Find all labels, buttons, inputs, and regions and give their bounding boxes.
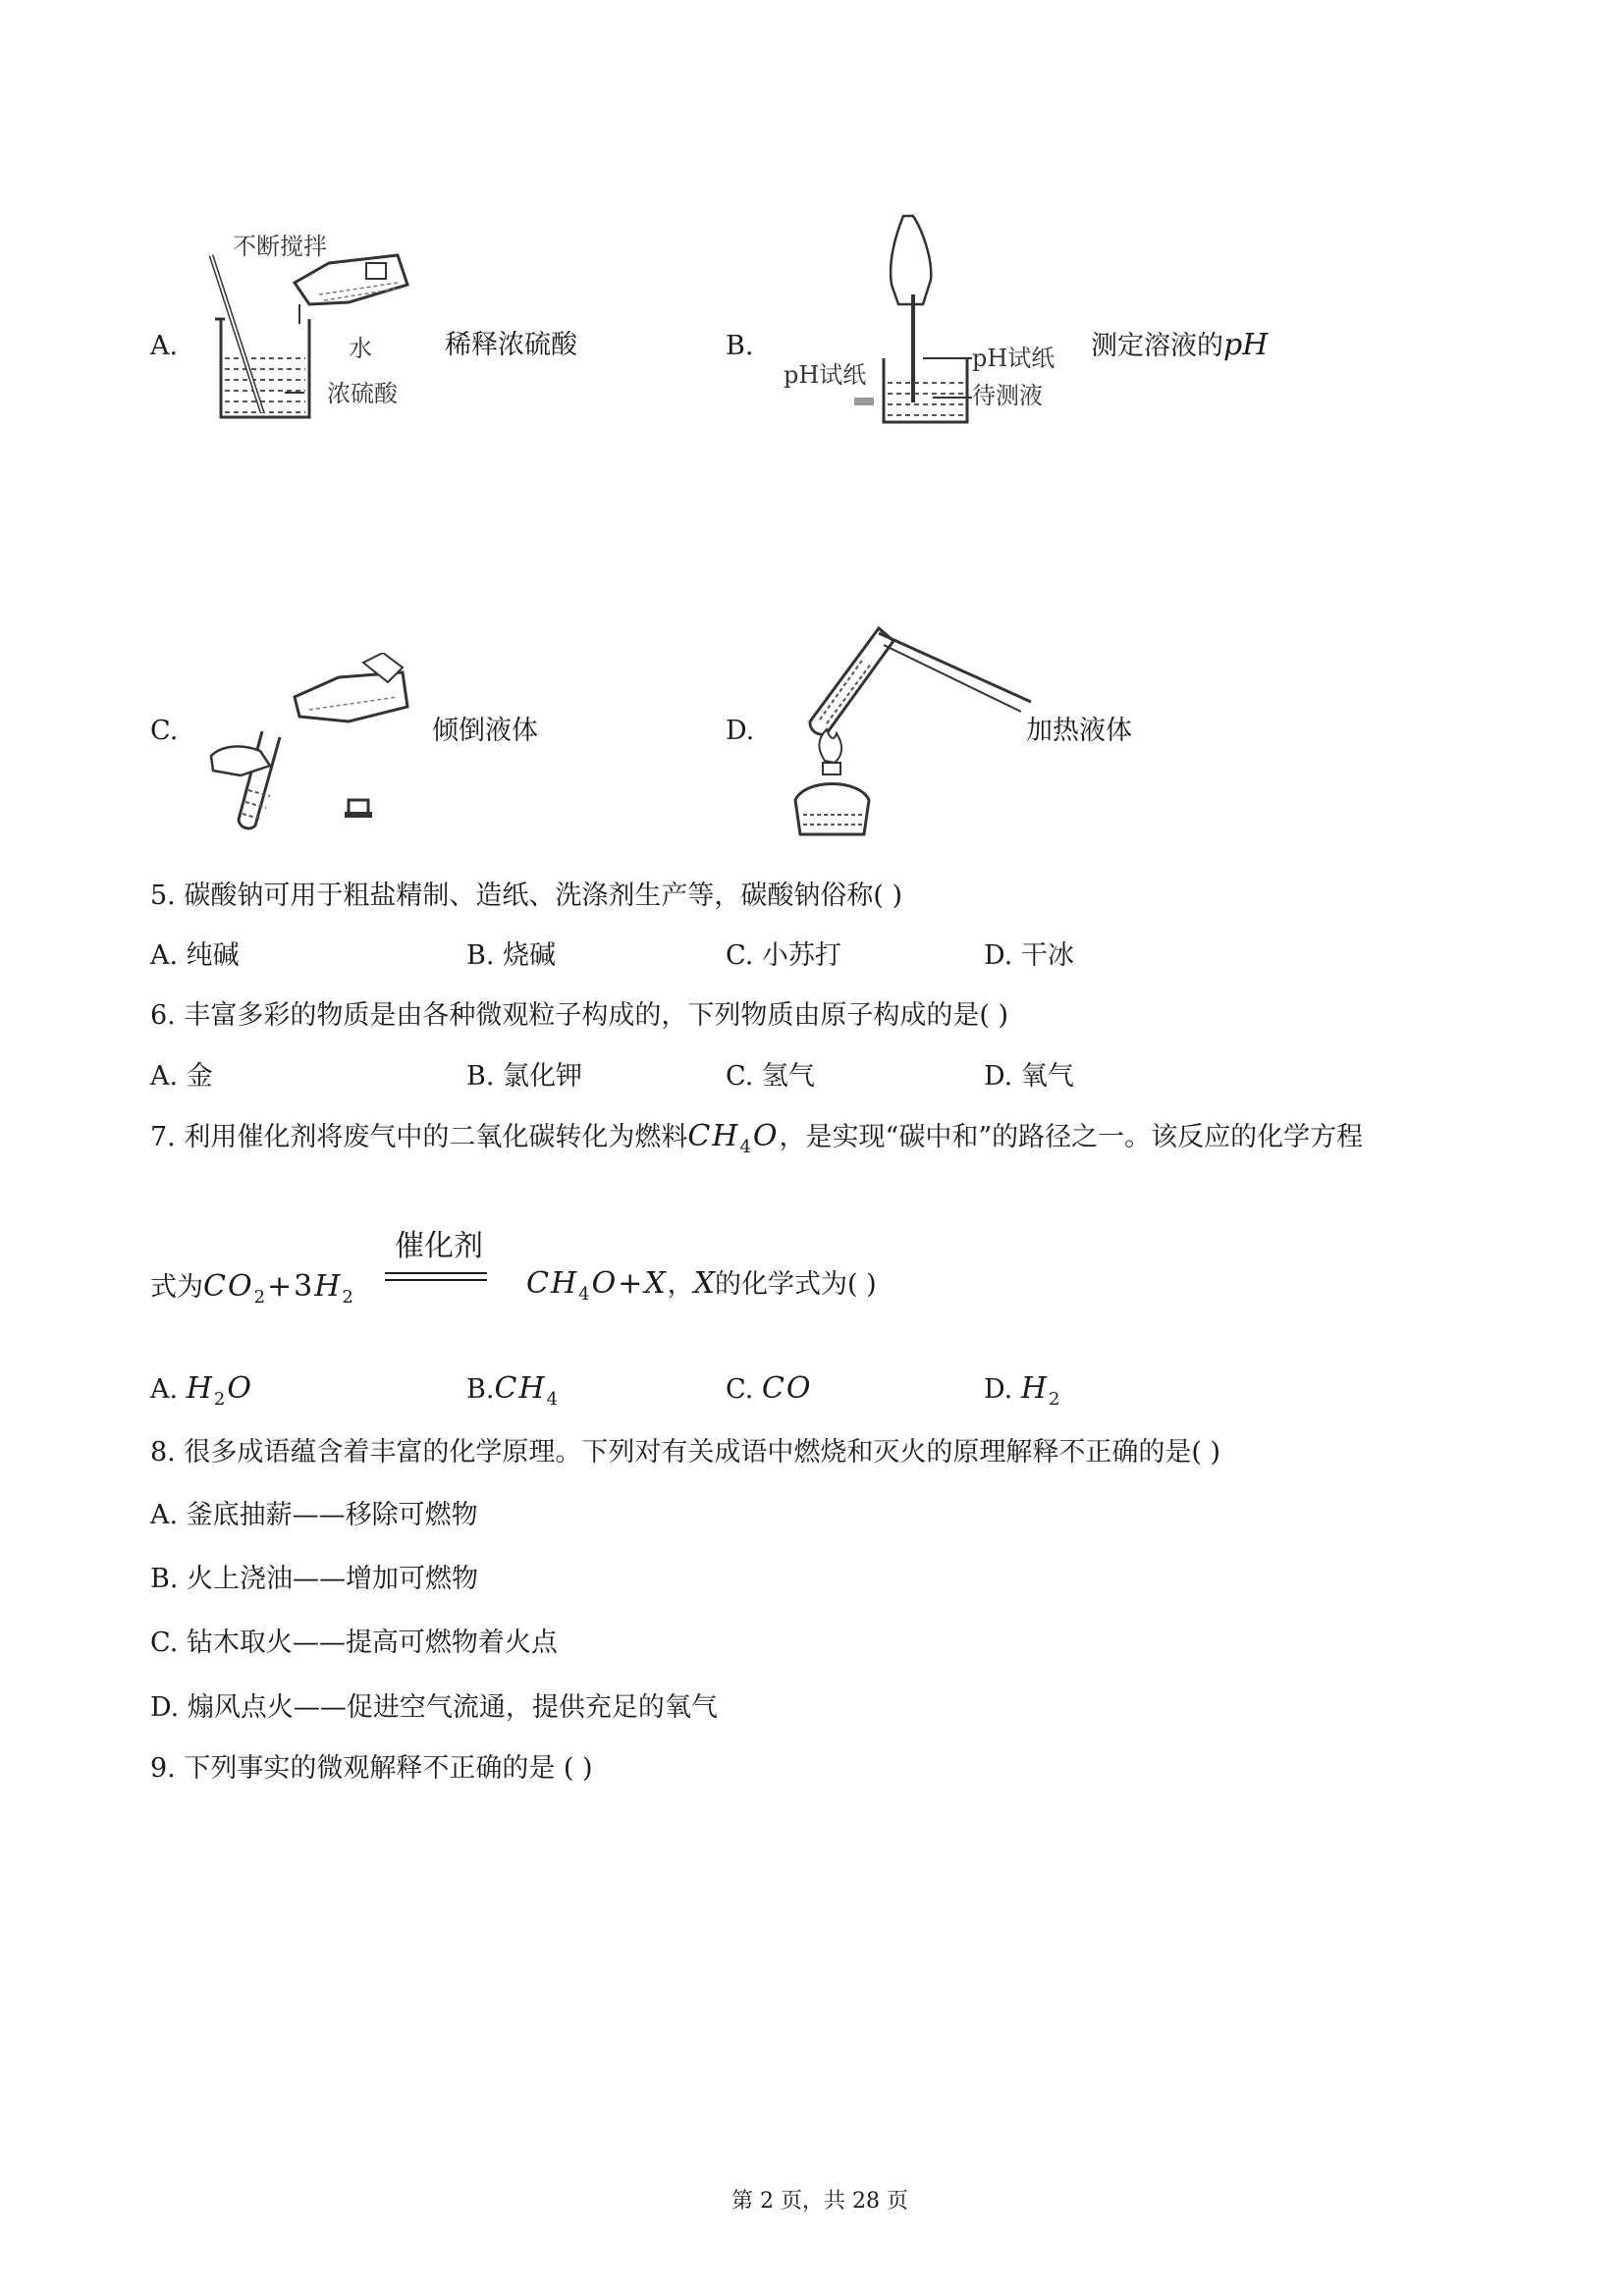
stir-label: 不断搅拌 [233,233,327,260]
question-stem: 5. 碳酸钠可用于粗盐精制、造纸、洗涤剂生产等，碳酸钠俗称( ) [150,881,902,911]
option-letter: C. [150,716,179,746]
liquid-label: 待测液 [972,382,1043,409]
option-a: A. 金 [150,1061,213,1092]
question-stem: 9. 下列事实的微观解释不正确的是 ( ) [150,1753,593,1784]
option-caption: 稀释浓硫酸 [445,330,577,360]
option-d: D. 干冰 [984,940,1074,971]
option-c: C. 钻木取火——提高可燃物着火点 [150,1628,558,1658]
option-b: B. 火上浇油——增加可燃物 [150,1564,479,1594]
option-caption: 测定溶液的pH [1091,328,1269,362]
option-letter: A. [150,331,179,361]
page-footer: 第 2 页，共 28 页 [731,2189,908,2214]
option-c: C. CO [726,1371,813,1406]
option-d: D. 煽风点火——促进空气流通，提供充足的氧气 [150,1692,718,1723]
option-letter: D. [726,716,755,746]
equals-line-top [385,1272,487,1274]
option-d: D. $H_2$ [984,1371,1062,1410]
option-letter: B. [726,331,754,361]
heat-liquid-diagram [776,604,1041,839]
ph-paper-left-label: pH试纸 [784,361,867,389]
pour-liquid-diagram [201,653,427,839]
catalyst-label: 催化剂 [395,1229,483,1263]
acid-label: 浓硫酸 [327,380,398,407]
option-b: B. 烧碱 [466,940,557,971]
option-caption: 加热液体 [1026,716,1132,746]
option-c: C. 小苏打 [726,940,841,971]
option-caption: 倾倒液体 [432,716,538,746]
equation-text: 式为$CO_2+3H_2$ [150,1269,355,1308]
equals-line-bottom [385,1279,487,1281]
water-label: 水 [349,335,372,362]
option-d: D. 氧气 [984,1061,1074,1092]
question-stem: 8. 很多成语蕴含着丰富的化学原理。下列对有关成语中燃烧和灭火的原理解释不正确的是( ) [150,1437,1220,1468]
option-b: B. 氯化钾 [466,1061,583,1092]
ph-paper-right-label: pH试纸 [972,345,1056,372]
option-a: A. 釜底抽薪——移除可燃物 [150,1500,478,1530]
option-b: $B.CH_4$ [466,1371,561,1410]
option-a: A. $H_2O$ [150,1371,253,1410]
question-stem: 6. 丰富多彩的物质是由各种微观粒子构成的，下列物质由原子构成的是( ) [150,1000,1008,1031]
option-c: C. 氢气 [726,1061,815,1092]
equation-products: $CH_4O+X$，X的化学式为( ) [526,1266,877,1305]
option-a: A. 纯碱 [150,940,240,971]
question-stem: 7. 利用催化剂将废气中的二氧化碳转化为燃料$CH_4O$，是实现“碳中和”的路径之一。该反应的化学方程 [150,1119,1364,1157]
